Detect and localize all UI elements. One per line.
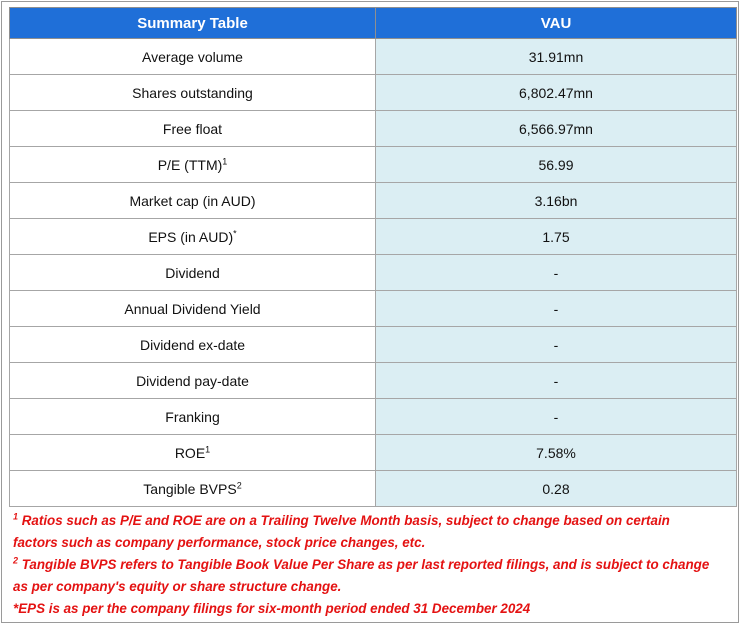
row-label-superscript: * xyxy=(233,227,237,238)
footnote-1-marker: 1 xyxy=(13,511,19,522)
row-label-text: Free float xyxy=(162,120,223,137)
row-value: - xyxy=(376,327,737,363)
table-row xyxy=(10,435,737,471)
row-label xyxy=(10,111,376,147)
footnote-1-line-2: factors such as company performance, stock price changes, etc. xyxy=(13,535,426,550)
footnote-2-line-2: as per company's equity or share structure change. xyxy=(13,579,342,594)
table-row xyxy=(10,111,737,147)
row-label-text: Dividend pay-date xyxy=(136,372,249,389)
row-label xyxy=(10,327,376,363)
row-label-text: Market cap (in AUD) xyxy=(129,192,256,209)
row-label xyxy=(10,363,376,399)
header-value-column: VAU xyxy=(376,8,737,39)
table-row xyxy=(10,255,737,291)
row-label xyxy=(10,219,376,255)
row-label-superscript: 2 xyxy=(236,479,242,490)
row-value: - xyxy=(376,291,737,327)
footnotes xyxy=(13,510,735,620)
row-value: 3.16bn xyxy=(376,183,737,219)
footnote-3: *EPS is as per the company filings for six-month period ended 31 December 2024 xyxy=(13,601,531,616)
row-label-text: Franking xyxy=(165,408,220,425)
row-label-superscript: 1 xyxy=(222,155,228,166)
row-label xyxy=(10,399,376,435)
row-value: 6,802.47mn xyxy=(376,75,737,111)
row-label xyxy=(10,75,376,111)
footnote-2-line-1 xyxy=(13,554,735,576)
row-label-text: Tangible BVPS xyxy=(143,480,237,497)
row-label-text: Dividend xyxy=(165,264,220,281)
row-value: 6,566.97mn xyxy=(376,111,737,147)
row-label-text: Dividend ex-date xyxy=(139,336,246,353)
row-value: 56.99 xyxy=(376,147,737,183)
table-row xyxy=(10,147,737,183)
header-label-column: Summary Table xyxy=(10,8,376,39)
row-value: 7.58% xyxy=(376,435,737,471)
row-label xyxy=(10,183,376,219)
row-label-text: EPS (in AUD) xyxy=(148,228,234,245)
row-label xyxy=(10,255,376,291)
row-value: - xyxy=(376,255,737,291)
row-label-text: Annual Dividend Yield xyxy=(124,300,261,317)
table-row xyxy=(10,291,737,327)
table-header-row xyxy=(10,8,737,39)
row-label-text: Shares outstanding xyxy=(132,84,253,101)
footnote-2-marker: 2 xyxy=(13,555,19,566)
footnote-1-line-1 xyxy=(13,510,735,532)
table-row xyxy=(10,183,737,219)
row-label-text: P/E (TTM) xyxy=(157,156,223,173)
row-value: - xyxy=(376,399,737,435)
row-label xyxy=(10,435,376,471)
table-row xyxy=(10,399,737,435)
summary-panel xyxy=(1,1,739,623)
table-row xyxy=(10,363,737,399)
row-label-text: ROE xyxy=(174,444,206,461)
row-label-text: Average volume xyxy=(142,48,243,65)
footnote-2-text: Tangible BVPS refers to Tangible Book Value Per Share as per last reported filings, and is subject to change xyxy=(18,557,710,572)
row-label xyxy=(10,39,376,75)
row-label-superscript: 1 xyxy=(205,443,211,454)
row-label xyxy=(10,147,376,183)
row-value: - xyxy=(376,363,737,399)
row-label xyxy=(10,471,376,507)
summary-table xyxy=(9,7,737,507)
row-value: 1.75 xyxy=(376,219,737,255)
row-value: 31.91mn xyxy=(376,39,737,75)
table-row xyxy=(10,327,737,363)
table-row xyxy=(10,75,737,111)
row-value: 0.28 xyxy=(376,471,737,507)
table-row xyxy=(10,219,737,255)
footnote-1-text: Ratios such as P/E and ROE are on a Trailing Twelve Month basis, subject to change based on certain xyxy=(18,513,670,528)
table-row xyxy=(10,471,737,507)
table-row xyxy=(10,39,737,75)
row-label xyxy=(10,291,376,327)
